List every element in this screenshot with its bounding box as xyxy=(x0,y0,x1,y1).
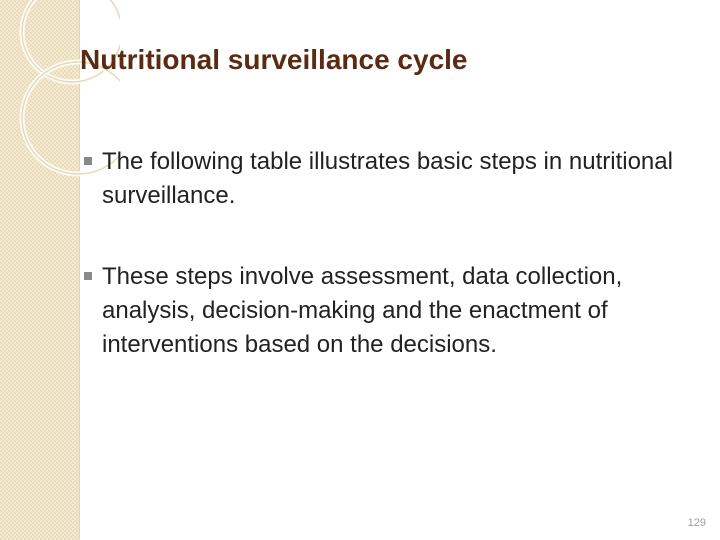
page-number: 129 xyxy=(687,517,706,529)
square-bullet-icon xyxy=(84,157,92,165)
bullet-item xyxy=(80,260,680,362)
bullet-text: The following table illustrates basic steps in nutritional surveillance. xyxy=(102,148,673,209)
slide-title: Nutritional surveillance cycle xyxy=(80,44,468,75)
bullet-text: These steps involve assessment, data collection, analysis, decision-making and the enactment of interventions based on the decisions. xyxy=(102,263,623,358)
bullet-item xyxy=(80,145,680,213)
square-bullet-icon xyxy=(84,272,92,280)
bullet-list xyxy=(80,145,680,362)
